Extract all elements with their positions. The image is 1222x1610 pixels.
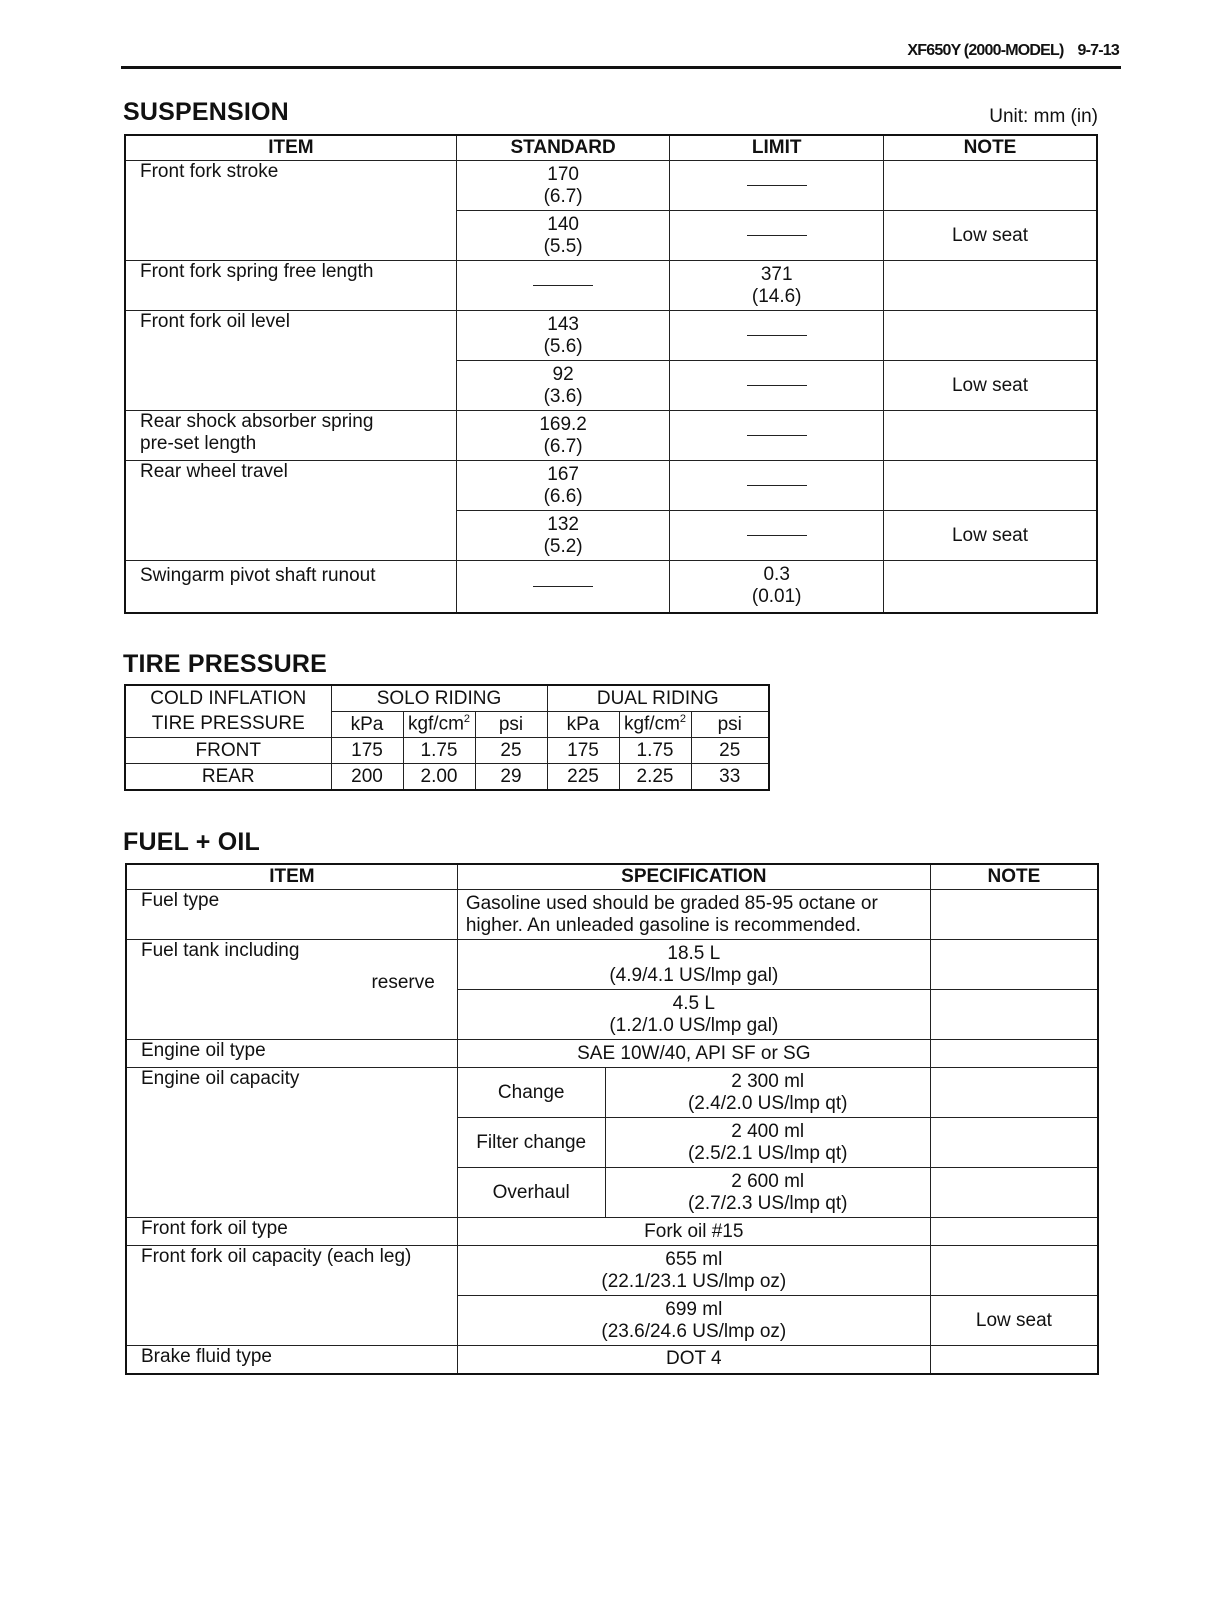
unit-kpa: kPa bbox=[331, 712, 403, 738]
standard-cell: 132 (5.2) bbox=[456, 511, 670, 561]
table-row bbox=[126, 1246, 1098, 1296]
tire-unit-row bbox=[125, 712, 769, 738]
sub-label-cell: Change bbox=[457, 1068, 605, 1118]
note-cell bbox=[930, 1218, 1098, 1246]
header-note: NOTE bbox=[930, 864, 1098, 890]
tire-pressure-label: TIRE PRESSURE bbox=[125, 712, 331, 738]
fuel-oil-table bbox=[125, 863, 1099, 1375]
note-cell bbox=[930, 1346, 1098, 1374]
standard-cell: 170 (6.7) bbox=[456, 161, 670, 211]
table-row bbox=[125, 311, 1097, 361]
note-cell bbox=[930, 1246, 1098, 1296]
page-header bbox=[907, 42, 1119, 60]
header-specification: SPECIFICATION bbox=[457, 864, 930, 890]
standard-cell: 92 (3.6) bbox=[456, 361, 670, 411]
cold-inflation-label: COLD INFLATION bbox=[125, 685, 331, 712]
tire-header-row bbox=[125, 685, 769, 712]
standard-cell: 167 (6.6) bbox=[456, 461, 670, 511]
limit-cell bbox=[670, 411, 884, 461]
standard-cell bbox=[456, 561, 670, 613]
dash-mark bbox=[747, 385, 807, 386]
note-cell bbox=[930, 940, 1098, 990]
table-row bbox=[126, 1068, 1098, 1118]
unit-psi: psi bbox=[475, 712, 547, 738]
note-cell: Low seat bbox=[930, 1296, 1098, 1346]
note-cell bbox=[883, 161, 1097, 211]
unit-kgf: kgf/$cm^2$ bbox=[403, 712, 475, 738]
item-cell: Fuel tank including reserve bbox=[126, 940, 457, 1040]
tire-row-front bbox=[125, 738, 769, 764]
tire-pressure-table bbox=[124, 684, 770, 791]
header-rule bbox=[121, 66, 1121, 69]
table-row bbox=[125, 411, 1097, 461]
spec-cell: 655 ml (22.1/23.1 US/lmp oz) bbox=[457, 1246, 930, 1296]
note-cell bbox=[930, 890, 1098, 940]
item-cell: Engine oil capacity bbox=[126, 1068, 457, 1218]
spec-cell: 4.5 L (1.2/1.0 US/lmp gal) bbox=[457, 990, 930, 1040]
spec-cell: 2 400 ml (2.5/2.1 US/lmp qt) bbox=[605, 1118, 930, 1168]
dash-mark bbox=[533, 285, 593, 286]
dash-mark bbox=[747, 235, 807, 236]
table-row bbox=[126, 1346, 1098, 1374]
spec-cell: 2 300 ml (2.4/2.0 US/lmp qt) bbox=[605, 1068, 930, 1118]
limit-cell bbox=[670, 461, 884, 511]
fuel-oil-title: FUEL + OIL bbox=[123, 828, 260, 856]
model-label: XF650Y (2000-MODEL) bbox=[907, 42, 1064, 59]
limit-cell bbox=[670, 311, 884, 361]
header-note: NOTE bbox=[883, 135, 1097, 161]
dash-mark bbox=[747, 185, 807, 186]
tire-value: 225 bbox=[547, 764, 619, 791]
item-cell: Rear shock absorber spring pre-set length bbox=[125, 411, 456, 461]
item-cell: Swingarm pivot shaft runout bbox=[125, 561, 456, 613]
sub-label-cell: Overhaul bbox=[457, 1168, 605, 1218]
table-row bbox=[126, 1218, 1098, 1246]
table-header-row bbox=[125, 135, 1097, 161]
item-cell: Brake fluid type bbox=[126, 1346, 457, 1374]
note-cell: Low seat bbox=[883, 511, 1097, 561]
item-cell: Rear wheel travel bbox=[125, 461, 456, 561]
item-cell: Fuel type bbox=[126, 890, 457, 940]
tire-value: 33 bbox=[691, 764, 769, 791]
limit-cell bbox=[670, 361, 884, 411]
tire-label: FRONT bbox=[125, 738, 331, 764]
dash-mark bbox=[747, 485, 807, 486]
limit-cell bbox=[670, 211, 884, 261]
standard-cell bbox=[456, 261, 670, 311]
limit-cell: 371 (14.6) bbox=[670, 261, 884, 311]
item-cell: Front fork spring free length bbox=[125, 261, 456, 311]
unit-kgf: kgf/$cm^2$ bbox=[619, 712, 691, 738]
note-cell bbox=[930, 990, 1098, 1040]
tire-value: 2.25 bbox=[619, 764, 691, 791]
tire-value: 25 bbox=[691, 738, 769, 764]
standard-cell: 169.2 (6.7) bbox=[456, 411, 670, 461]
header-standard: STANDARD bbox=[456, 135, 670, 161]
item-cell: Front fork oil capacity (each leg) bbox=[126, 1246, 457, 1346]
table-header-row bbox=[126, 864, 1098, 890]
note-cell bbox=[930, 1118, 1098, 1168]
standard-cell: 143 (5.6) bbox=[456, 311, 670, 361]
table-row bbox=[126, 890, 1098, 940]
table-row bbox=[125, 561, 1097, 613]
spec-cell: SAE 10W/40, API SF or SG bbox=[457, 1040, 930, 1068]
tire-row-rear bbox=[125, 764, 769, 791]
dash-mark bbox=[747, 435, 807, 436]
dash-mark bbox=[747, 535, 807, 536]
page-number: 9-7-13 bbox=[1077, 42, 1119, 59]
note-cell bbox=[883, 461, 1097, 511]
unit-psi: psi bbox=[691, 712, 769, 738]
item-cell: Engine oil type bbox=[126, 1040, 457, 1068]
dash-mark bbox=[533, 586, 593, 587]
solo-riding-label: SOLO RIDING bbox=[331, 685, 547, 712]
table-row bbox=[126, 940, 1098, 990]
table-row bbox=[125, 461, 1097, 511]
note-cell bbox=[883, 411, 1097, 461]
note-cell bbox=[883, 561, 1097, 613]
suspension-title: SUSPENSION bbox=[123, 98, 289, 126]
note-cell bbox=[883, 261, 1097, 311]
note-cell bbox=[930, 1168, 1098, 1218]
tire-value: 25 bbox=[475, 738, 547, 764]
note-cell: Low seat bbox=[883, 361, 1097, 411]
limit-cell bbox=[670, 161, 884, 211]
spec-cell: DOT 4 bbox=[457, 1346, 930, 1374]
note-cell bbox=[883, 311, 1097, 361]
standard-cell: 140 (5.5) bbox=[456, 211, 670, 261]
unit-kpa: kPa bbox=[547, 712, 619, 738]
tire-value: 200 bbox=[331, 764, 403, 791]
tire-value: 2.00 bbox=[403, 764, 475, 791]
tire-label: REAR bbox=[125, 764, 331, 791]
header-item: ITEM bbox=[125, 135, 456, 161]
limit-cell: 0.3 (0.01) bbox=[670, 561, 884, 613]
sub-label-cell: Filter change bbox=[457, 1118, 605, 1168]
note-cell: Low seat bbox=[883, 211, 1097, 261]
table-row bbox=[125, 261, 1097, 311]
item-cell: Front fork oil level bbox=[125, 311, 456, 411]
unit-label: Unit: mm (in) bbox=[989, 106, 1098, 127]
table-row bbox=[126, 1040, 1098, 1068]
tire-value: 175 bbox=[331, 738, 403, 764]
tire-value: 1.75 bbox=[619, 738, 691, 764]
spec-cell: 18.5 L (4.9/4.1 US/lmp gal) bbox=[457, 940, 930, 990]
spec-cell: 2 600 ml (2.7/2.3 US/lmp qt) bbox=[605, 1168, 930, 1218]
table-row bbox=[125, 161, 1097, 211]
dual-riding-label: DUAL RIDING bbox=[547, 685, 769, 712]
item-cell: Front fork oil type bbox=[126, 1218, 457, 1246]
reserve-label: reserve bbox=[371, 972, 435, 993]
note-cell bbox=[930, 1068, 1098, 1118]
note-cell bbox=[930, 1040, 1098, 1068]
header-item: ITEM bbox=[126, 864, 457, 890]
spec-cell: Gasoline used should be graded 85-95 octane or higher. An unleaded gasoline is recommended. bbox=[457, 890, 930, 940]
tire-value: 29 bbox=[475, 764, 547, 791]
spec-cell: Fork oil #15 bbox=[457, 1218, 930, 1246]
tire-value: 175 bbox=[547, 738, 619, 764]
limit-cell bbox=[670, 511, 884, 561]
suspension-table bbox=[124, 134, 1098, 614]
item-cell: Front fork stroke bbox=[125, 161, 456, 261]
dash-mark bbox=[747, 335, 807, 336]
tire-pressure-title: TIRE PRESSURE bbox=[123, 650, 328, 678]
header-limit: LIMIT bbox=[670, 135, 884, 161]
tire-value: 1.75 bbox=[403, 738, 475, 764]
spec-cell: 699 ml (23.6/24.6 US/lmp oz) bbox=[457, 1296, 930, 1346]
